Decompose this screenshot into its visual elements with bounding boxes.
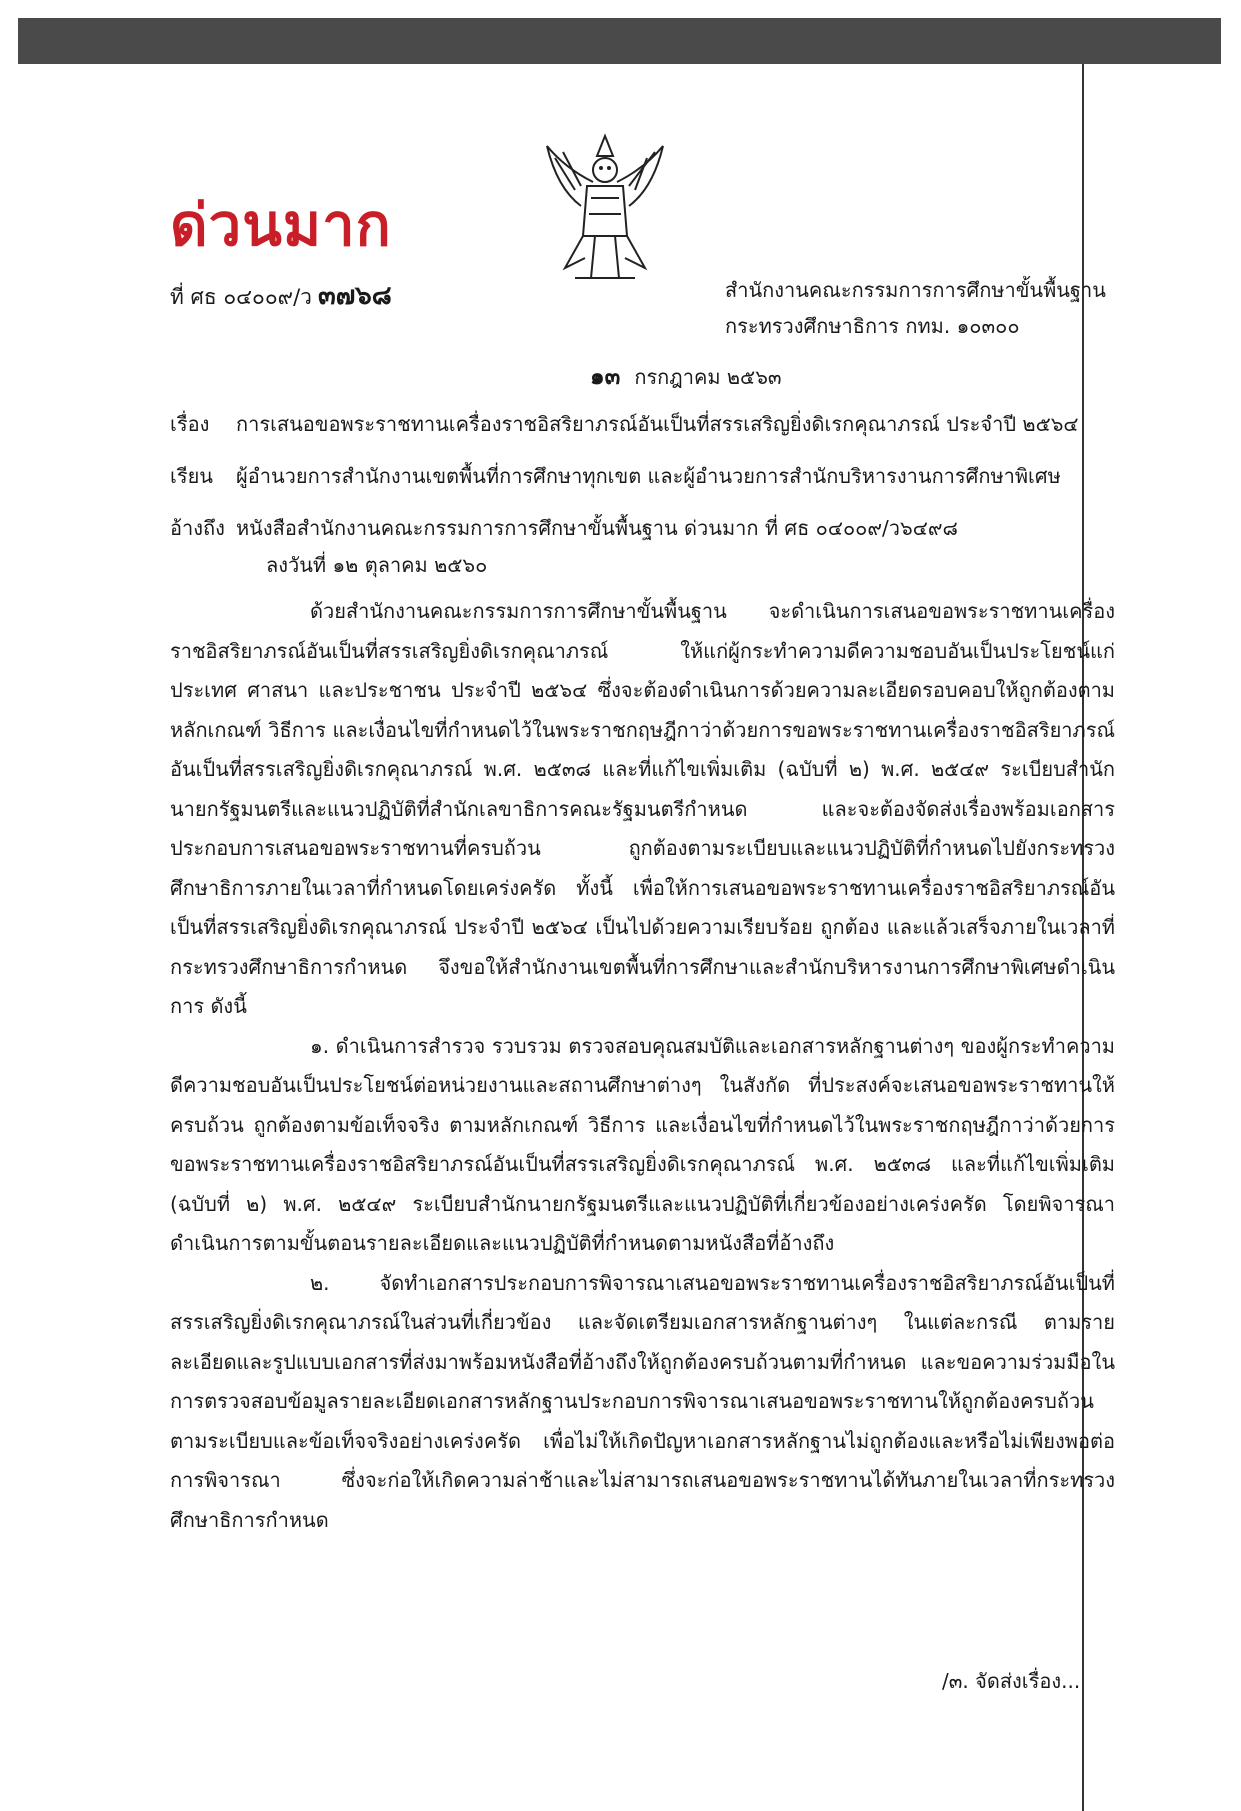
body-paragraph-intro: ด้วยสำนักงานคณะกรรมการการศึกษาขั้นพื้นฐาน จะดำเนินการเสนอขอพระราชทานเครื่องราชอิสริยาภรณ์อันเป็นที่สรรเสริญยิ่งดิเรกคุณาภรณ์ ให้แก่ผู้กระทำความดีความชอบอันเป็นประโยชน์แก่ประเทศ ศาสนา และประชาชน ประจำปี ๒๕๖๔ ซึ่งจะต้องดำเนินการด้วยความละเอียดรอบคอบให้ถูกต้องตามหลักเกณฑ์ วิธีการ และเงื่อนไขที่กำหนดไว้ในพระราชกฤษฎีกาว่าด้วยการขอพระราชทานเครื่องราชอิสริยาภรณ์อันเป็นที่สรรเสริญยิ่งดิเรกคุณาภรณ์ พ.ศ. ๒๕๓๘ และที่แก้ไขเพิ่มเติม (ฉบับที่ ๒) พ.ศ. ๒๕๔๙ ระเบียบสำนักนายกรัฐมนตรีและแนวปฏิบัติที่สำนักเลขาธิการคณะรัฐมนตรีกำหนด และจะต้องจัดส่งเรื่องพร้อมเอกสารประกอบการเสนอขอพระราชทานที่ครบถ้วน ถูกต้องตามระเบียบและแนวปฏิบัติที่กำหนดไปยังกระทรวงศึกษาธิการภายในเวลาที่กำหนดโดยเคร่งครัด ทั้งนี้ เพื่อให้การเสนอขอพระราชทานเครื่องราชอิสริยาภรณ์อันเป็นที่สรรเสริญยิ่งดิเรกคุณาภรณ์ ประจำปี ๒๕๖๔ เป็นไปด้วยความเรียบร้อย ถูกต้อง และแล้วเสร็จภายในเวลาที่กระทรวงศึกษาธิการกำหนด จึงขอให้สำนักงานเขตพื้นที่การศึกษาและสำนักบริหารงานการศึกษาพิเศษดำเนินการ ดังนี้ (170, 599, 1115, 1018)
issuing-agency (725, 272, 1106, 344)
document-date (590, 359, 782, 395)
date-month-year: กรกฎาคม ๒๕๖๓ (634, 365, 782, 389)
reference-label: อ้างถึง (170, 516, 225, 540)
agency-address: กระทรวงศึกษาธิการ กทม. ๑๐๓๐๐ (725, 314, 1020, 338)
scan-border-bar (18, 18, 1221, 64)
subject-line (170, 408, 1079, 440)
salutation-line (170, 460, 1061, 492)
reference-line (170, 512, 958, 544)
date-day: ๑๓ (590, 364, 621, 390)
document-number (170, 275, 392, 316)
document-number-handwritten: ๓๗๖๘ (317, 281, 392, 311)
reference-text: หนังสือสำนักงานคณะกรรมการการศึกษาขั้นพื้นฐาน ด่วนมาก ที่ ศธ ๐๔๐๐๙/ว๖๔๙๘ (236, 516, 958, 540)
agency-name: สำนักงานคณะกรรมการการศึกษาขั้นพื้นฐาน (725, 278, 1106, 302)
urgency-stamp: ด่วนมาก (170, 191, 392, 259)
subject-text: การเสนอขอพระราชทานเครื่องราชอิสริยาภรณ์อันเป็นที่สรรเสริญยิ่งดิเรกคุณาภรณ์ ประจำปี ๒๕๖๔ (236, 412, 1079, 436)
letter-body (170, 592, 1115, 1540)
subject-label: เรื่อง (170, 412, 210, 436)
body-paragraph-item-1: ๑. ดำเนินการสำรวจ รวบรวม ตรวจสอบคุณสมบัติและเอกสารหลักฐานต่างๆ ของผู้กระทำความดีความชอบอันเป็นประโยชน์ต่อหน่วยงานและสถานศึกษาต่างๆ ในสังกัด ที่ประสงค์จะเสนอขอพระราชทานให้ครบถ้วน ถูกต้องตามข้อเท็จจริง ตามหลักเกณฑ์ วิธีการ และเงื่อนไขที่กำหนดไว้ในพระราชกฤษฎีกาว่าด้วยการขอพระราชทานเครื่องราชอิสริยาภรณ์อันเป็นที่สรรเสริญยิ่งดิเรกคุณาภรณ์ พ.ศ. ๒๕๓๘ และที่แก้ไขเพิ่มเติม (ฉบับที่ ๒) พ.ศ. ๒๕๔๙ ระเบียบสำนักนายกรัฐมนตรีและแนวปฏิบัติที่เกี่ยวข้องอย่างเคร่งครัด โดยพิจารณาดำเนินการตามขั้นตอนรายละเอียดและแนวปฏิบัติที่กำหนดตามหนังสือที่อ้างถึง (170, 1033, 1115, 1255)
garuda-emblem-icon (535, 128, 675, 288)
body-paragraph-item-2: ๒. จัดทำเอกสารประกอบการพิจารณาเสนอขอพระราชทานเครื่องราชอิสริยาภรณ์อันเป็นที่สรรเสริญยิ่งดิเรกคุณาภรณ์ในส่วนที่เกี่ยวข้อง และจัดเตรียมเอกสารหลักฐานต่างๆ ในแต่ละกรณี ตามรายละเอียดและรูปแบบเอกสารที่ส่งมาพร้อมหนังสือที่อ้างถึงให้ถูกต้องครบถ้วนตามที่กำหนด และขอความร่วมมือในการตรวจสอบข้อมูลรายละเอียดเอกสารหลักฐานประกอบการพิจารณาเสนอขอพระราชทานให้ถูกต้องครบถ้วนตามระเบียบและข้อเท็จจริงอย่างเคร่งครัด เพื่อไม่ให้เกิดปัญหาเอกสารหลักฐานไม่ถูกต้องและหรือไม่เพียงพอต่อการพิจารณา ซึ่งจะก่อให้เกิดความล่าช้าและไม่สามารถเสนอขอพระราชทานได้ทันภายในเวลาที่กระทรวงศึกษาธิการกำหนด (170, 1270, 1115, 1532)
salutation-text: ผู้อำนวยการสำนักงานเขตพื้นที่การศึกษาทุกเขต และผู้อำนวยการสำนักบริหารงานการศึกษาพิเศษ (236, 464, 1061, 488)
continuation-note: /๓. จัดส่งเรื่อง... (942, 1669, 1081, 1693)
salutation-label: เรียน (170, 464, 213, 488)
document-number-prefix: ที่ ศธ ๐๔๐๐๙/ว (170, 285, 312, 309)
reference-date: ลงวันที่ ๑๒ ตุลาคม ๒๕๖๐ (266, 553, 488, 577)
